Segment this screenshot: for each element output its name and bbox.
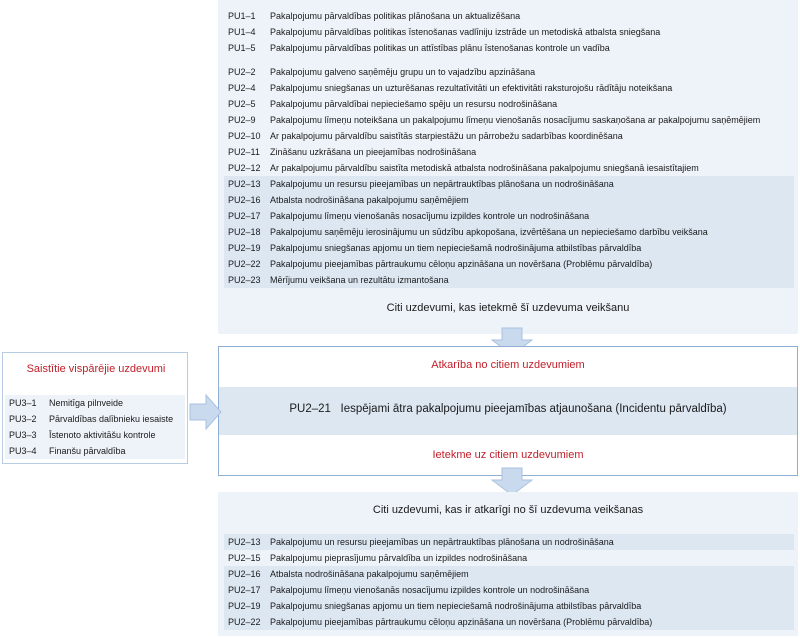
- related-general-tasks-box: [2, 352, 188, 464]
- related-general-tasks-title: Saistītie vispārējie uzdevumi: [26, 363, 166, 375]
- list-item: PU2–10 Ar pakalpojumu pārvaldību saistītās starpiestāžu un pārrobežu sadarbības koordinēšana: [228, 131, 623, 141]
- list-item: PU2–19 Pakalpojumu sniegšanas apjomu un tiem nepieciešamā nodrošinājuma atbilstības pārvaldība: [224, 598, 794, 614]
- list-item: PU2–13 Pakalpojumu un resursu pieejamības un nepārtrauktības plānošana un nodrošināšana: [224, 534, 794, 550]
- list-item: PU1–1 Pakalpojumu pārvaldības politikas plānošana un aktualizēšana: [228, 11, 521, 21]
- list-item: PU1–5 Pakalpojumu pārvaldības politikas un attīstības plānu īstenošanas kontrole un vadība: [228, 43, 610, 53]
- management-task-list: [224, 64, 794, 288]
- list-item: PU2–17 Pakalpojumu līmeņu vienošanās nosacījumu izpildes kontrole un nodrošināšana: [224, 208, 794, 224]
- influencing-tasks-panel: [218, 0, 798, 334]
- list-item: PU2–5 Pakalpojumu pārvaldībai nepieciešamo spēju un resursu nodrošināšana: [228, 99, 558, 109]
- list-item: PU3–3 Īstenoto aktivitāšu kontrole: [9, 430, 156, 440]
- dependent-task-list: [224, 534, 794, 630]
- list-item: PU2–2 Pakalpojumu galveno saņēmēju grupu un to vajadzību apzināšana: [228, 67, 536, 77]
- list-item: PU2–15 Pakalpojumu pieprasījumu pārvaldība un izpildes nodrošināšana: [228, 553, 528, 563]
- list-item: PU1–4 Pakalpojumu pārvaldības politikas īstenošanas vadlīniju izstrāde un metodiskā atbalsta sniegšana: [228, 27, 661, 37]
- list-item: PU2–22 Pakalpojumu pieejamības pārtraukumu cēloņu apzināšana un novēršana (Problēmu pārvaldība): [224, 614, 794, 630]
- list-item: PU2–9 Pakalpojumu līmeņu noteikšana un pakalpojumu līmeņu vienošanās nosacījumu saskaņošana ar pakalpojumu saņēmējiem: [228, 115, 761, 125]
- list-item: PU3–1 Nemitīga pilnveide: [9, 398, 124, 408]
- list-item: PU2–12 Ar pakalpojumu pārvaldību saistīta metodiskā atbalsta nodrošināšana pakalpojumu sniegšanā iesaistītajiem: [228, 163, 699, 173]
- right-arrow-icon: [190, 394, 222, 430]
- dependent-tasks-panel: [218, 492, 798, 636]
- current-task-code: PU2–21: [289, 403, 331, 415]
- list-item: PU2–19 Pakalpojumu sniegšanas apjomu un tiem nepieciešamā nodrošinājuma atbilstības pārvaldība: [224, 240, 794, 256]
- list-item: PU2–22 Pakalpojumu pieejamības pārtraukumu cēloņu apzināšana un novēršana (Problēmu pārvaldība): [224, 256, 794, 272]
- list-item: PU2–17 Pakalpojumu līmeņu vienošanās nosacījumu izpildes kontrole un nodrošināšana: [224, 582, 794, 598]
- influencing-tasks-caption: Citi uzdevumi, kas ietekmē šī uzdevuma veikšanu: [386, 302, 630, 314]
- policy-task-list: [224, 8, 794, 56]
- dependent-tasks-caption: Citi uzdevumi, kas ir atkarīgi no šī uzdevuma veikšanas: [372, 504, 644, 516]
- list-item: PU3–4 Finanšu pārvaldība: [9, 446, 126, 456]
- list-item: PU2–16 Atbalsta nodrošināšana pakalpojumu saņēmējiem: [224, 566, 794, 582]
- list-item: PU2–16 Atbalsta nodrošināšana pakalpojumu saņēmējiem: [224, 192, 794, 208]
- current-task-title: [219, 403, 797, 415]
- current-task-text: Iespējami ātra pakalpojumu pieejamības atjaunošana (Incidentu pārvaldība): [340, 403, 727, 415]
- list-item: PU3–2 Pārvaldības dalībnieku iesaiste: [9, 414, 174, 424]
- list-item: PU2–11 Zināšanu uzkrāšana un pieejamības nodrošināšana: [228, 147, 477, 157]
- influence-label: Ietekme uz citiem uzdevumiem: [432, 449, 584, 461]
- related-general-tasks-list: [5, 395, 185, 459]
- list-item: PU2–4 Pakalpojumu sniegšanas un uzturēšanas rezultatīvitāti un efektivitāti raksturojošu rādītāju noteikšana: [228, 83, 673, 93]
- list-item: PU2–13 Pakalpojumu un resursu pieejamības un nepārtrauktības plānošana un nodrošināšana: [224, 176, 794, 192]
- list-item: PU2–18 Pakalpojumu saņēmēju ierosinājumu un sūdzību apkopošana, izvērtēšana un nepieciešamo darbību veikšana: [224, 224, 794, 240]
- list-item: PU2–23 Mērījumu veikšana un rezultātu izmantošana: [224, 272, 794, 288]
- dependency-label: Atkarība no citiem uzdevumiem: [431, 359, 585, 371]
- current-task-band: [219, 387, 797, 435]
- current-task-box: [218, 346, 798, 476]
